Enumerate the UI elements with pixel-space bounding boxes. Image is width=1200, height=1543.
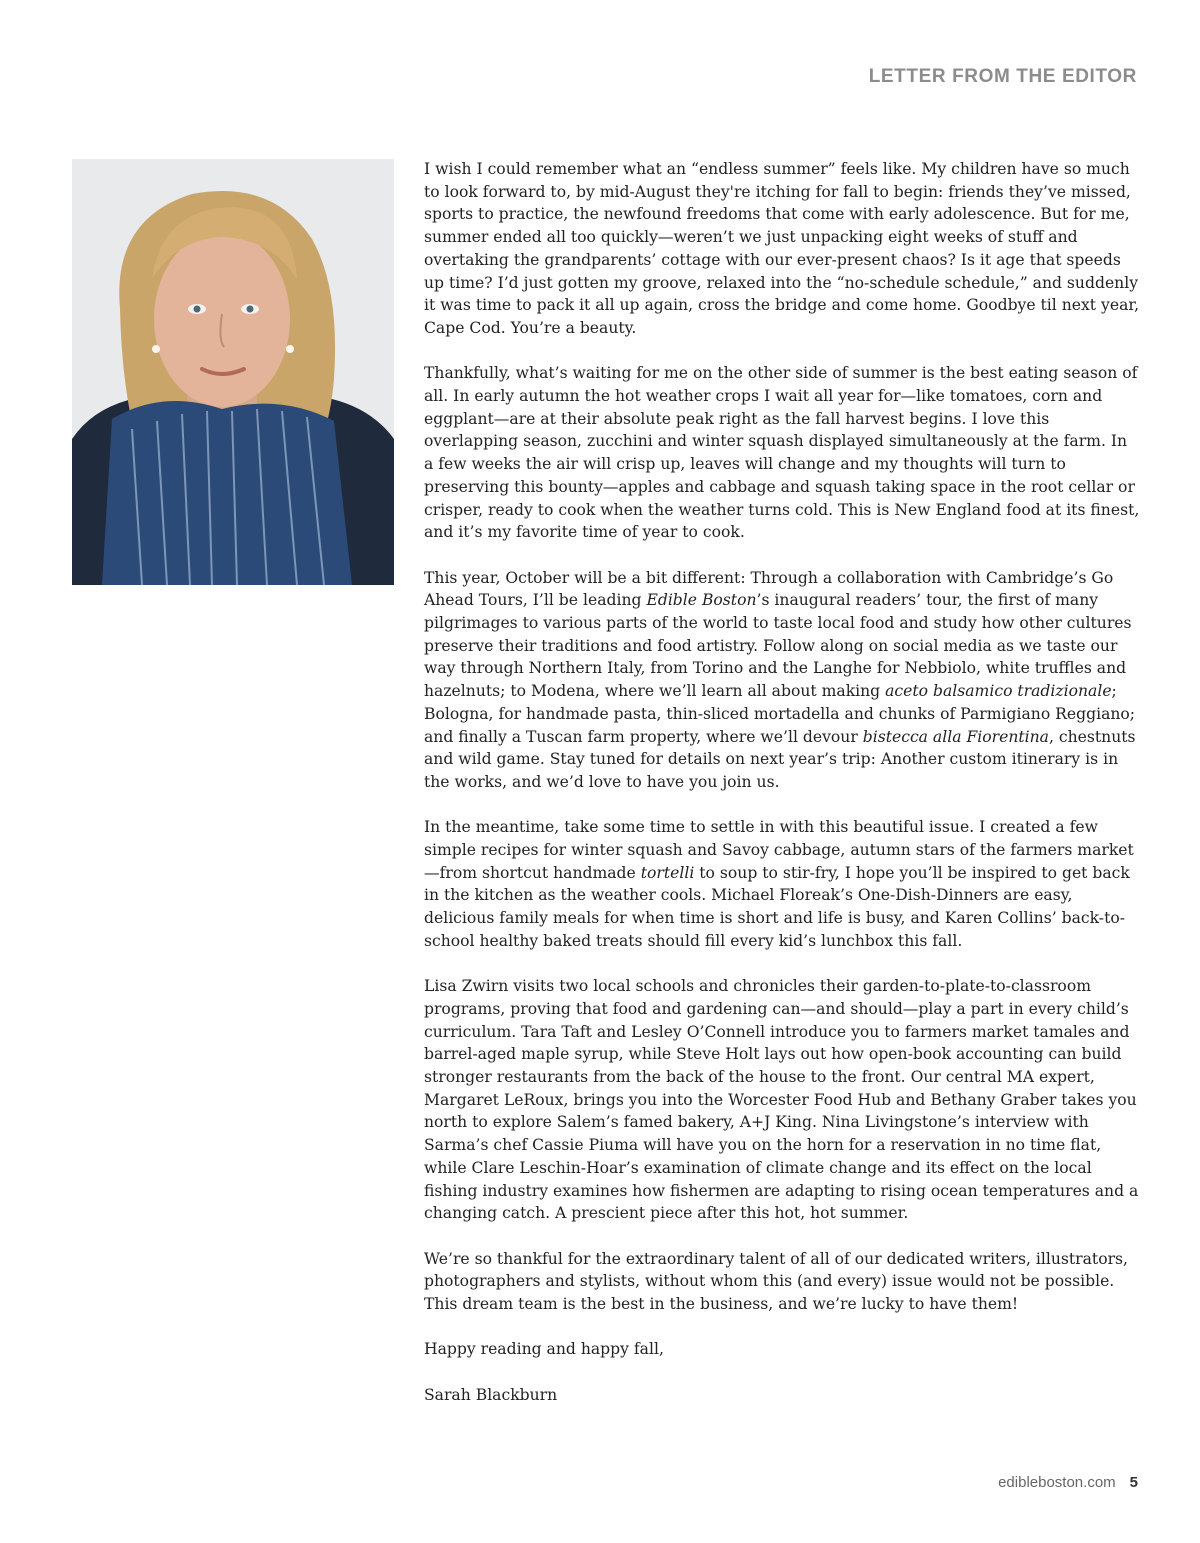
publication-name: Edible Boston xyxy=(646,591,757,610)
letter-paragraph-5: Lisa Zwirn visits two local schools and chronicles their garden-to-plate-to-classroom programs, proving that food and gardening can—and should—play a part in every child’s curriculum. Tara Taft and Lesley O’Connell introduce you to farmers market tamales and barrel-aged maple syrup, while Steve Holt lays out how open-book accounting can build stronger restaurants from the back of the house to the front. Our central MA expert, Margaret LeRoux, brings you into the Worcester Food Hub and Bethany Graber takes you north to explore Salem’s famed bakery, A+J King. Nina Livingstone’s interview with Sarma’s chef Cassie Piuma will have you on the horn for a reservation in no time flat, while Clare Leschin-Hoar’s examination of climate change and its effect on the local fishing industry examines how fishermen are adapting to rising ocean temperatures and a changing catch. A prescient piece after this hot, hot summer. xyxy=(424,977,1139,1223)
page-number: 5 xyxy=(1129,1474,1138,1491)
letter-paragraph-3: This year, October will be a bit different: Through a collaboration with Cambridge’s Go Ahead Tours, I’ll be leading Edible Boston’s inaugural readers’ tour, the first of many pilgrimages to various parts of the world to taste local food and study how other cultures preserve their traditions and food artistry. Follow along on social media as we taste our way through Northern Italy, from Torino and the Langhe for Nebbiolo, white truffles and hazelnuts; to Modena, where we’ll learn all about making aceto balsamico tradizionale; Bologna, for handmade pasta, thin-sliced mortadella and chunks of Parmigiano Reggiano; and finally a Tuscan farm property, where we’ll devour bistecca alla Fiorentina, chestnuts and wild game. Stay tuned for details on next year’s trip: Another custom itinerary is in the works, and we’d love to have you join us. xyxy=(424,568,1136,791)
letter-closing: Happy reading and happy fall, xyxy=(424,1340,664,1359)
italic-term: bistecca alla Fiorentina xyxy=(862,727,1049,746)
italic-term: aceto balsamico tradizionale xyxy=(885,682,1112,701)
site-url: edibleboston.com xyxy=(998,1474,1116,1491)
section-label: LETTER FROM THE EDITOR xyxy=(868,66,1137,87)
italic-term: tortelli xyxy=(640,863,695,882)
letter-paragraph-4: In the meantime, take some time to settle in with this beautiful issue. I created a few simple recipes for winter squash and Savoy cabbage, autumn stars of the farmers market —from shortcut handmade tortelli to soup to stir-fry, I hope you’ll be inspired to get back in the kitchen as the weather cools. Michael Floreak’s One-Dish-Dinners are easy, delicious family meals for when time is short and life is busy, and Karen Collins’ back-to-school healthy baked treats should fill every kid’s lunchbox this fall. xyxy=(424,818,1134,950)
letter-paragraph-2: Thankfully, what’s waiting for me on the other side of summer is the best eating season of all. In early autumn the hot weather crops I wait all year for—like tomatoes, corn and eggplant—are at their absolute peak right as the fall harvest begins. I love this overlapping season, zucchini and winter squash displayed simultaneously at the farm. In a few weeks the air will crisp up, leaves will change and my thoughts will turn to preserving this bounty—apples and cabbage and squash taking space in the root cellar or crisper, ready to cook when the weather turns cold. This is New England food at its finest, and it’s my favorite time of year to cook. xyxy=(424,364,1140,542)
editor-portrait xyxy=(72,159,394,585)
letter-paragraph-1: I wish I could remember what an “endless summer” feels like. My children have so much to look forward to, by mid-August they're itching for fall to begin: friends they’ve missed, sports to practice, the newfound freedoms that come with early adolescence. But for me, summer ended all too quickly—weren’t we just unpacking eight weeks of stuff and overtaking the grandparents’ cottage with our ever-present chaos? Is it age that speeds up time? I’d just gotten my groove, relaxed into the “no-schedule schedule,” and suddenly it was time to pack it all up again, cross the bridge and come home. Goodbye til next year, Cape Cod. You’re a beauty. xyxy=(424,160,1140,337)
letter-signature: Sarah Blackburn xyxy=(424,1385,558,1404)
letter-paragraph-6: We’re so thankful for the extraordinary talent of all of our dedicated writers, illustrators, photographers and stylists, without whom this (and every) issue would not be possible. This dream team is the best in the business, and we’re lucky to have them! xyxy=(424,1249,1129,1314)
editor-letter xyxy=(424,158,1140,1429)
page-footer xyxy=(998,1474,1138,1491)
